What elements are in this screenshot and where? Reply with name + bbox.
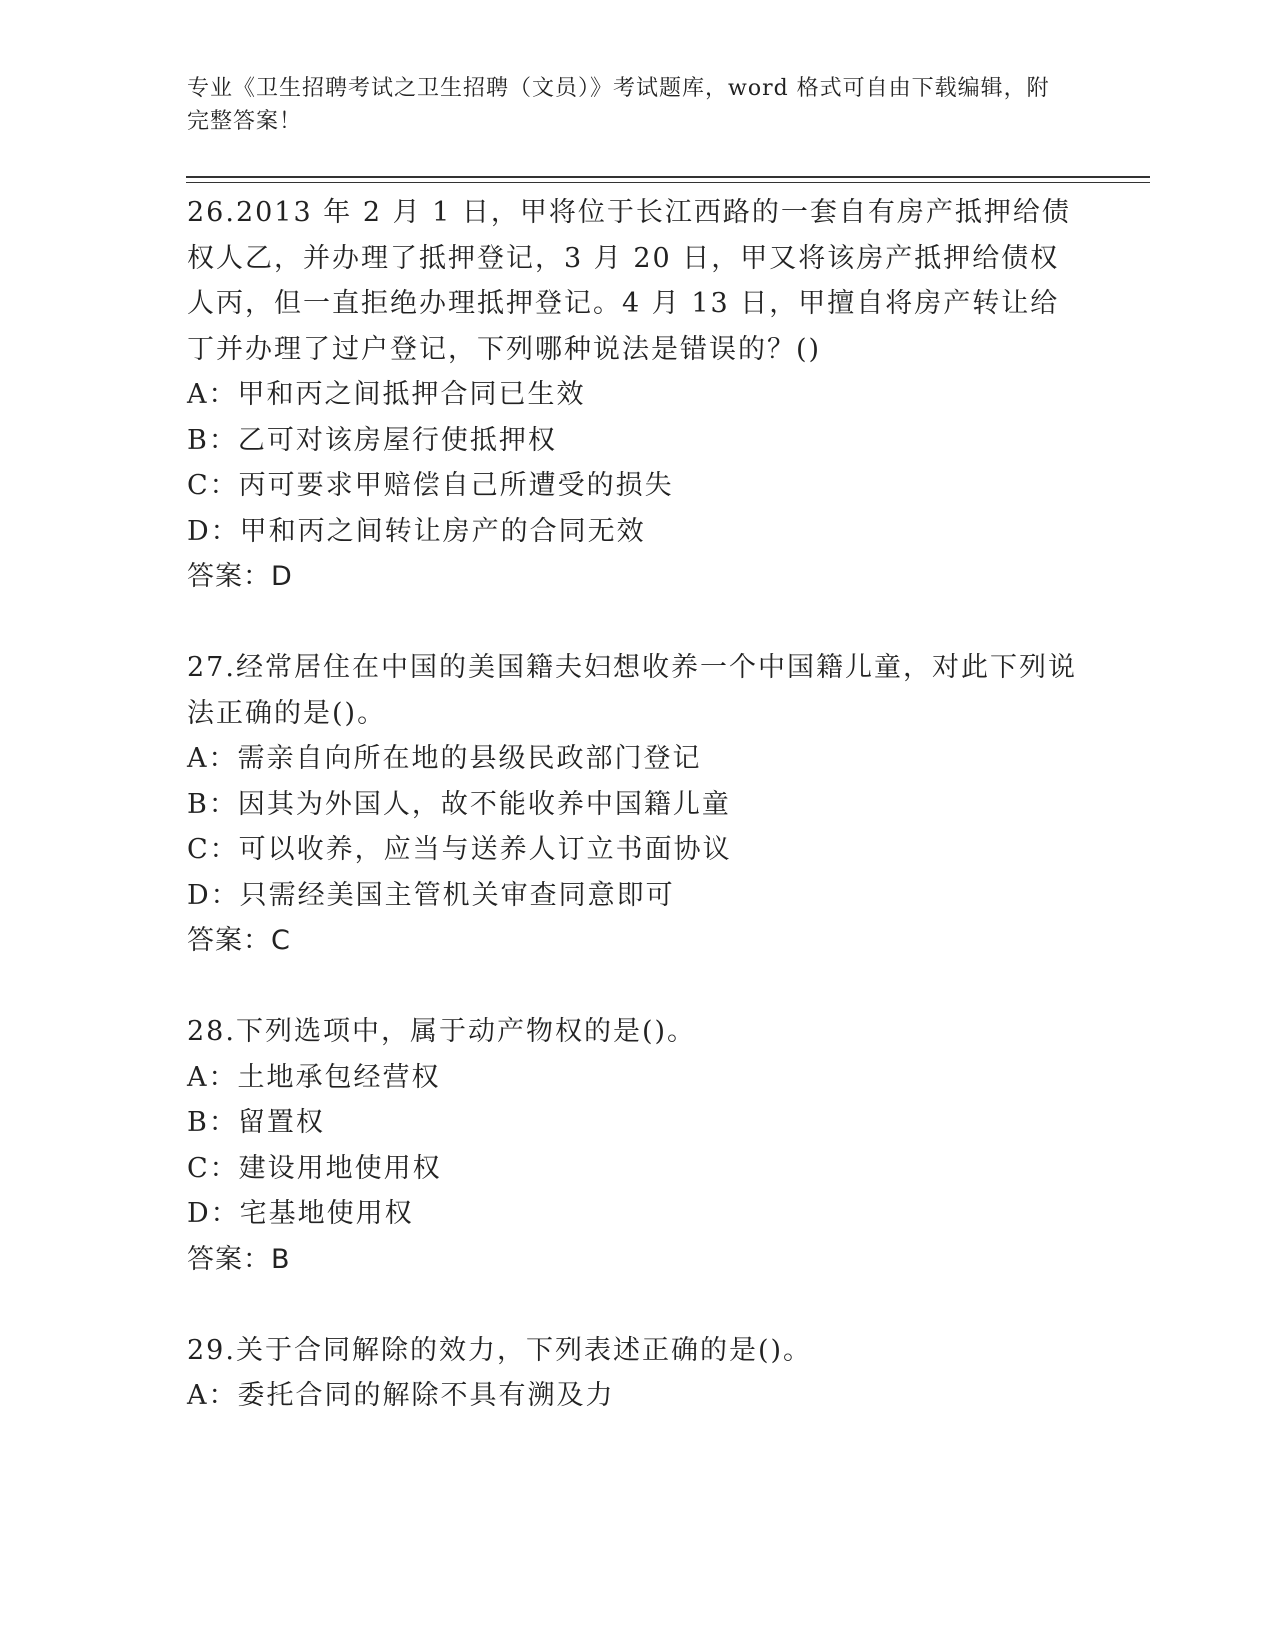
- option-c: C：丙可要求甲赔偿自己所遭受的损失: [187, 470, 674, 501]
- question-27: [187, 645, 1087, 964]
- question-26: [187, 190, 1087, 600]
- option-c: C：建设用地使用权: [187, 1152, 442, 1184]
- option-c: C：可以收养，应当与送养人订立书面协议: [187, 834, 732, 865]
- option-a: A：土地承包经营权: [187, 1061, 441, 1093]
- question-stem: 26.2013 年 2 月 1 日，甲将位于长江西路的一套自有房产抵押给债权人乙，并办理了抵押登记，3 月 20 日，甲又将该房产抵押给债权人丙，但一直拒绝办理抵押登记。4 月 13 日，甲擅自将房产转让给丁并办理了过户登记，下列哪种说法是错误的？(): [187, 197, 1071, 365]
- document-intro: 专业《卫生招聘考试之卫生招聘（文员）》考试题库，word 格式可自由下载编辑，附完整答案！: [187, 76, 1050, 134]
- header-divider-thick: [186, 176, 1150, 178]
- answer-line: 答案：B: [187, 1243, 291, 1275]
- option-b: B：留置权: [187, 1107, 325, 1138]
- question-stem: 29.关于合同解除的效力，下列表述正确的是()。: [187, 1334, 813, 1366]
- option-d: D：宅基地使用权: [187, 1198, 414, 1229]
- answer-line: 答案：D: [187, 561, 293, 592]
- question-stem: 27.经常居住在中国的美国籍夫妇想收养一个中国籍儿童，对此下列说法正确的是()。: [187, 652, 1077, 729]
- option-b: B：乙可对该房屋行使抵押权: [187, 424, 557, 456]
- question-list: [187, 190, 1087, 1464]
- question-28: [187, 1009, 1087, 1283]
- option-d: D：只需经美国主管机关审查同意即可: [187, 879, 675, 911]
- question-stem: 28.下列选项中，属于动产物权的是()。: [187, 1016, 697, 1047]
- question-29: [187, 1328, 1087, 1419]
- answer-line: 答案：C: [187, 925, 291, 956]
- option-a: A：甲和丙之间抵押合同已生效: [187, 379, 586, 410]
- option-a: A：需亲自向所在地的县级民政部门登记: [187, 743, 702, 774]
- option-b: B：因其为外国人，故不能收养中国籍儿童: [187, 788, 731, 820]
- option-d: D：甲和丙之间转让房产的合同无效: [187, 515, 646, 547]
- option-a: A：委托合同的解除不具有溯及力: [187, 1380, 615, 1411]
- header-divider-thin: [186, 182, 1150, 183]
